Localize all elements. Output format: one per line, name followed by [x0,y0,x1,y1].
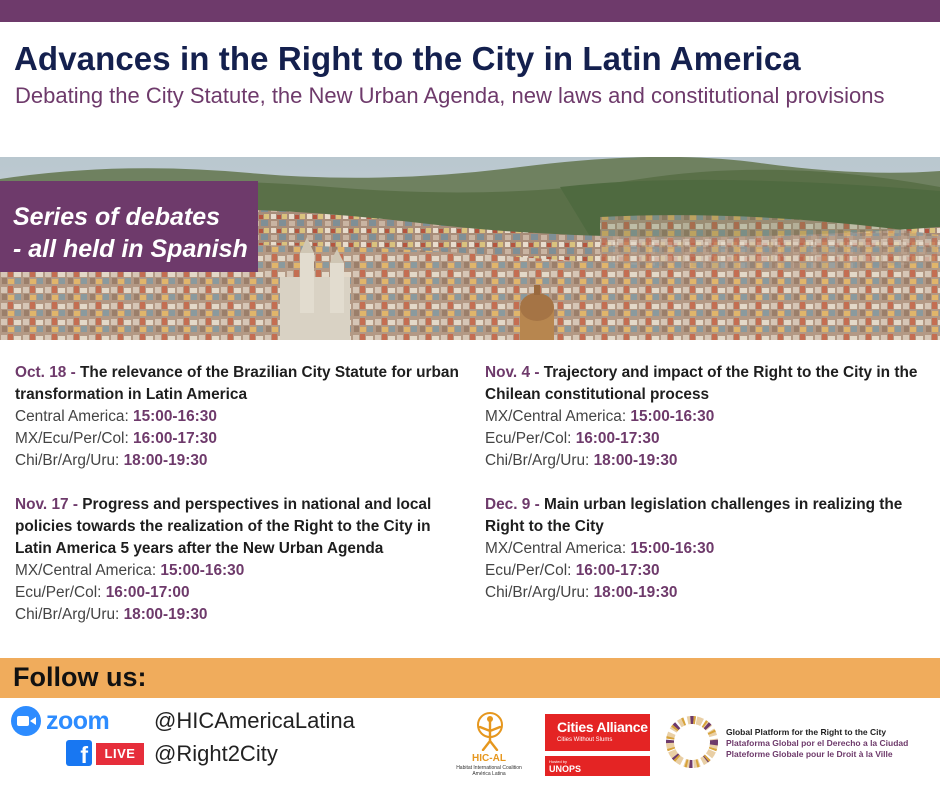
hic-al-subtitle-line: América Latina [472,771,506,777]
follow-us-label: Follow us: [13,662,147,692]
hosted-by-label: Hosted by [549,759,568,764]
schedule-row [15,406,470,428]
series-line-2: - all held in Spanish [13,235,248,263]
hic-al-subtitle-line: Habitat International Coalition [456,765,522,771]
zoom-wordmark: zoom [46,707,110,735]
follow-us-bar [0,658,940,698]
schedule-row [15,428,470,450]
schedule-time: 16:00-17:30 [133,430,217,447]
schedule-region: MX/Central America: [15,562,157,579]
live-badge: LIVE [96,743,144,765]
unops-label: UNOPS [549,764,582,774]
event-oct-18 [15,362,470,472]
schedule-time: 15:00-16:30 [630,408,715,425]
global-platform-ring-icon [664,714,720,770]
zoom-handle[interactable]: @HICAmericaLatina [154,708,355,733]
event-nov-17 [15,494,470,626]
event-heading [15,362,470,406]
cities-alliance-name: Cities Alliance [557,719,648,735]
event-date: Oct. 18 - [15,364,76,381]
schedule-region: Ecu/Per/Col: [485,430,572,447]
event-title: Trajectory and impact of the Right to the City in the Chilean constitutional process [485,364,918,403]
facebook-handle[interactable]: @Right2City [154,741,278,766]
schedule-region: Chi/Br/Arg/Uru: [485,452,590,469]
schedule-region: MX/Central America: [485,408,627,425]
event-date: Nov. 17 - [15,496,79,513]
schedule-region: MX/Ecu/Per/Col: [15,430,129,447]
schedule-row [485,450,925,472]
schedule-region: Chi/Br/Arg/Uru: [485,584,590,601]
series-info-box [0,181,258,272]
global-platform-text [726,727,936,760]
event-heading [485,362,925,406]
hic-al-logo [448,711,530,783]
hic-al-tree-person-icon [468,711,512,751]
unops-banner [545,756,650,776]
event-title: Main urban legislation challenges in realizing the Right to the City [485,496,903,535]
cities-alliance-logo [545,714,650,776]
top-accent-bar [0,0,940,22]
schedule-row [485,428,925,450]
schedule-time: 16:00-17:30 [575,562,660,579]
schedule-region: Chi/Br/Arg/Uru: [15,606,120,623]
series-line-1: Series of debates [13,203,221,231]
schedule-row [485,406,925,428]
schedule-time: 18:00-19:30 [123,452,208,469]
event-date: Nov. 4 - [485,364,540,381]
schedule-time: 18:00-19:30 [593,452,678,469]
schedule-time: 15:00-16:30 [133,408,217,425]
event-title: The relevance of the Brazilian City Statute for urban transformation in Latin America [15,364,459,403]
schedule-row [15,450,470,472]
schedule-region: Ecu/Per/Col: [15,584,102,601]
schedule-region: Chi/Br/Arg/Uru: [15,452,120,469]
event-heading [15,494,470,560]
event-heading [485,494,925,538]
event-dec-9 [485,494,925,604]
schedule-time: 16:00-17:30 [575,430,660,447]
schedule-time: 15:00-16:30 [630,540,715,557]
global-platform-name-en: Global Platform for the Right to the City [726,727,887,737]
schedule-row [15,604,470,626]
event-title: Progress and perspectives in national and local policies towards the realization of the Right to the City in Latin America 5 years after the New Urban Agenda [15,496,432,557]
schedule-time: 16:00-17:00 [105,584,190,601]
events-section [0,362,940,652]
cities-alliance-banner [545,714,650,751]
global-platform-logo [664,714,936,774]
global-platform-name-es: Plataforma Global por el Derecho a la Ciudad [726,738,909,748]
schedule-row [15,582,470,604]
page-title: Advances in the Right to the City in Latin America [14,40,801,77]
page-subtitle: Debating the City Statute, the New Urban Agenda, new laws and constitutional provisions [15,83,885,108]
schedule-region: Central America: [15,408,129,425]
schedule-row [485,560,925,582]
event-date: Dec. 9 - [485,496,540,513]
schedule-time: 18:00-19:30 [593,584,678,601]
schedule-row [15,560,470,582]
facebook-icon: f [66,740,92,766]
facebook-live-logo[interactable] [66,740,148,768]
schedule-row [485,582,925,604]
event-nov-4 [485,362,925,472]
zoom-logo[interactable] [11,706,123,736]
global-platform-name-fr: Plateforme Globale pour le Droit à la Ville [726,749,893,759]
schedule-time: 15:00-16:30 [160,562,245,579]
schedule-region: Ecu/Per/Col: [485,562,572,579]
zoom-camera-icon [11,706,41,736]
schedule-row [485,538,925,560]
hic-al-name: HIC-AL [472,753,506,764]
schedule-time: 18:00-19:30 [123,606,208,623]
schedule-region: MX/Central America: [485,540,627,557]
cities-alliance-tagline: Cities Without Slums [557,737,613,743]
hic-al-subtitle [448,765,530,777]
